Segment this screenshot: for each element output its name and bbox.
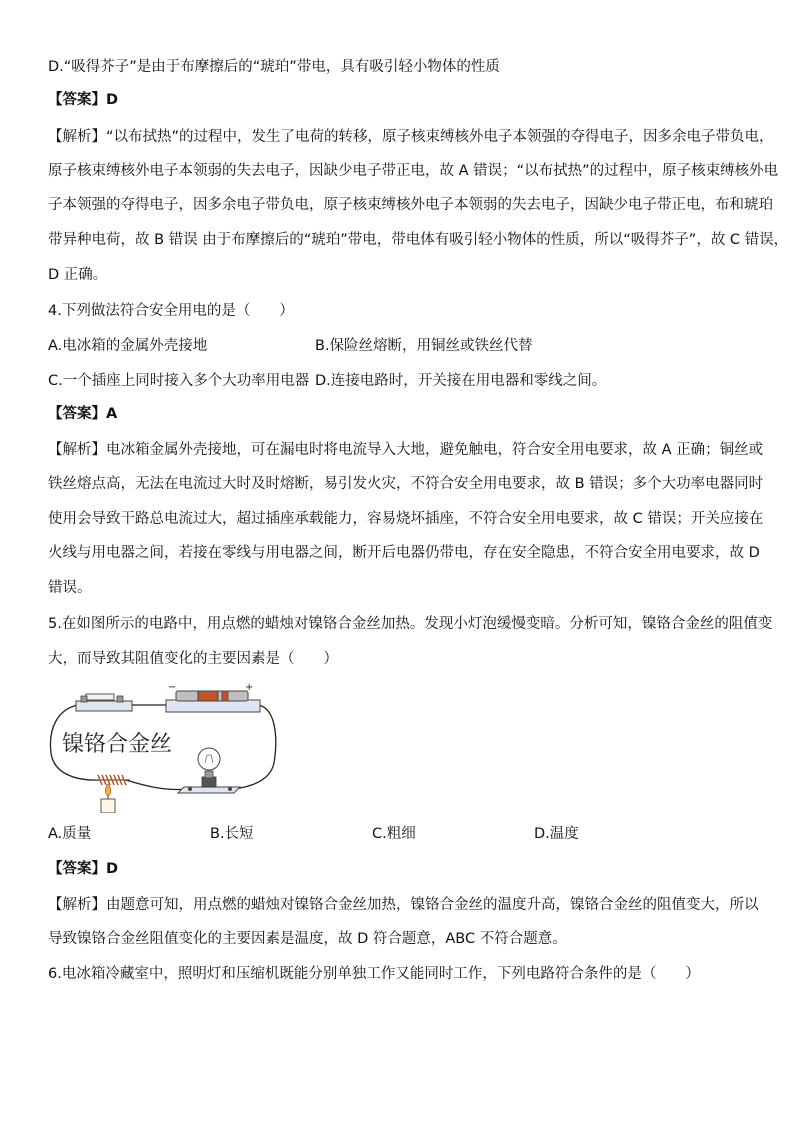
q3-analysis-line-3: 子本领强的夺得电子，因多余电子带负电，原子核束缚核外电子本领弱的失去电子，因缺少电子带正电，布和琥珀: [48, 197, 773, 213]
q4-option-a: A.电冰箱的金属外壳接地: [48, 338, 208, 354]
switch-icon: [76, 694, 132, 711]
q4-analysis-line-2: 铁丝熔点高，无法在电流过大时及时熔断，易引发火灾，不符合安全用电要求，故 B 错误；多个大功率电器同时: [48, 476, 764, 492]
q4-analysis-line-1: 【解析】电冰箱金属外壳接地，可在漏电时将电流导入大地，避免触电，符合安全用电要求，故 A 正确；铜丝或: [48, 442, 764, 458]
bottom-wire: [126, 780, 188, 790]
battery-plus-label: +: [245, 683, 254, 693]
q3-analysis-line-1: 【解析】“以布拭热”的过程中，发生了电荷的转移，原子核束缚核外电子本领强的夺得电子，因多余电子带负电，: [48, 129, 774, 145]
right-wire: [216, 705, 276, 789]
q4-analysis-line-3: 使用会导致干路总电流过大，超过插座承载能力，容易烧坏插座，不符合安全用电要求，故 C 错误；开关应接在: [48, 511, 764, 527]
q6-question: 6.电冰箱冷藏室中，照明灯和压缩机既能分别单独工作又能同时工作，下列电路符合条件的是（ ）: [48, 966, 700, 982]
q3-analysis-line-5: D 正确。: [48, 267, 108, 283]
q5-question-line-2: 大，而导致其阻值变化的主要因素是（ ）: [48, 651, 338, 667]
q5-analysis-line-2: 导致镍铬合金丝阻值变化的主要因素是温度，故 D 符合题意，ABC 不符合题意。: [48, 931, 567, 947]
nichrome-coil-icon: [96, 775, 130, 785]
q4-question: 4.下列做法符合安全用电的是（ ）: [48, 303, 294, 319]
q5-question-line-1: 5.在如图所示的电路中，用点燃的蜡烛对镍铬合金丝加热。发现小灯泡缓慢变暗。分析可知，镍铬合金丝的阻值变: [48, 616, 773, 632]
circuit-figure: [48, 683, 280, 813]
battery-icon: [166, 683, 260, 712]
q5-option-d: D.温度: [534, 826, 579, 842]
q4-option-b: B.保险丝熔断，用铜丝或铁丝代替: [315, 338, 533, 354]
q4-analysis-line-4: 火线与用电器之间，若接在零线与用电器之间，断开后电器仍带电，存在安全隐患，不符合安全用电要求，故 D: [48, 545, 760, 561]
battery-minus-label: −: [168, 683, 177, 693]
q4-analysis-line-5: 错误。: [48, 580, 92, 596]
q4-option-d: D.连接电路时，开关接在用电器和零线之间。: [315, 373, 607, 389]
q4-answer: 【答案】A: [48, 406, 118, 422]
q5-option-b: B.长短: [210, 826, 254, 842]
nichrome-wire-label: 镍铬合金丝: [62, 732, 173, 757]
candle-icon: [101, 784, 115, 813]
q3-analysis-line-2: 原子核束缚核外电子本领弱的失去电子，因缺少电子带正电，故 A 错误；“以布拭热”的过程中，原子核束缚核外电: [48, 163, 779, 179]
q5-option-a: A.质量: [48, 826, 92, 842]
q3-analysis-line-4: 带异种电荷，故 B 错误 由于布摩擦后的“琥珀”带电，带电体有吸引轻小物体的性质，所以“吸得芥子”，故 C 错误，: [48, 232, 789, 248]
q5-analysis-line-1: 【解析】由题意可知，用点燃的蜡烛对镍铬合金丝加热，镍铬合金丝的温度升高，镍铬合金丝的阻值变大，所以: [48, 897, 759, 913]
light-bulb-icon: [178, 748, 240, 793]
q3-option-d: D.“吸得芥子”是由于布摩擦后的“琥珀”带电，具有吸引轻小物体的性质: [48, 59, 500, 75]
q5-answer: 【答案】D: [48, 861, 119, 877]
q5-option-c: C.粗细: [372, 826, 416, 842]
q3-answer: 【答案】D: [48, 92, 119, 108]
q4-option-c: C.一个插座上同时接入多个大功率用电器: [48, 373, 310, 389]
